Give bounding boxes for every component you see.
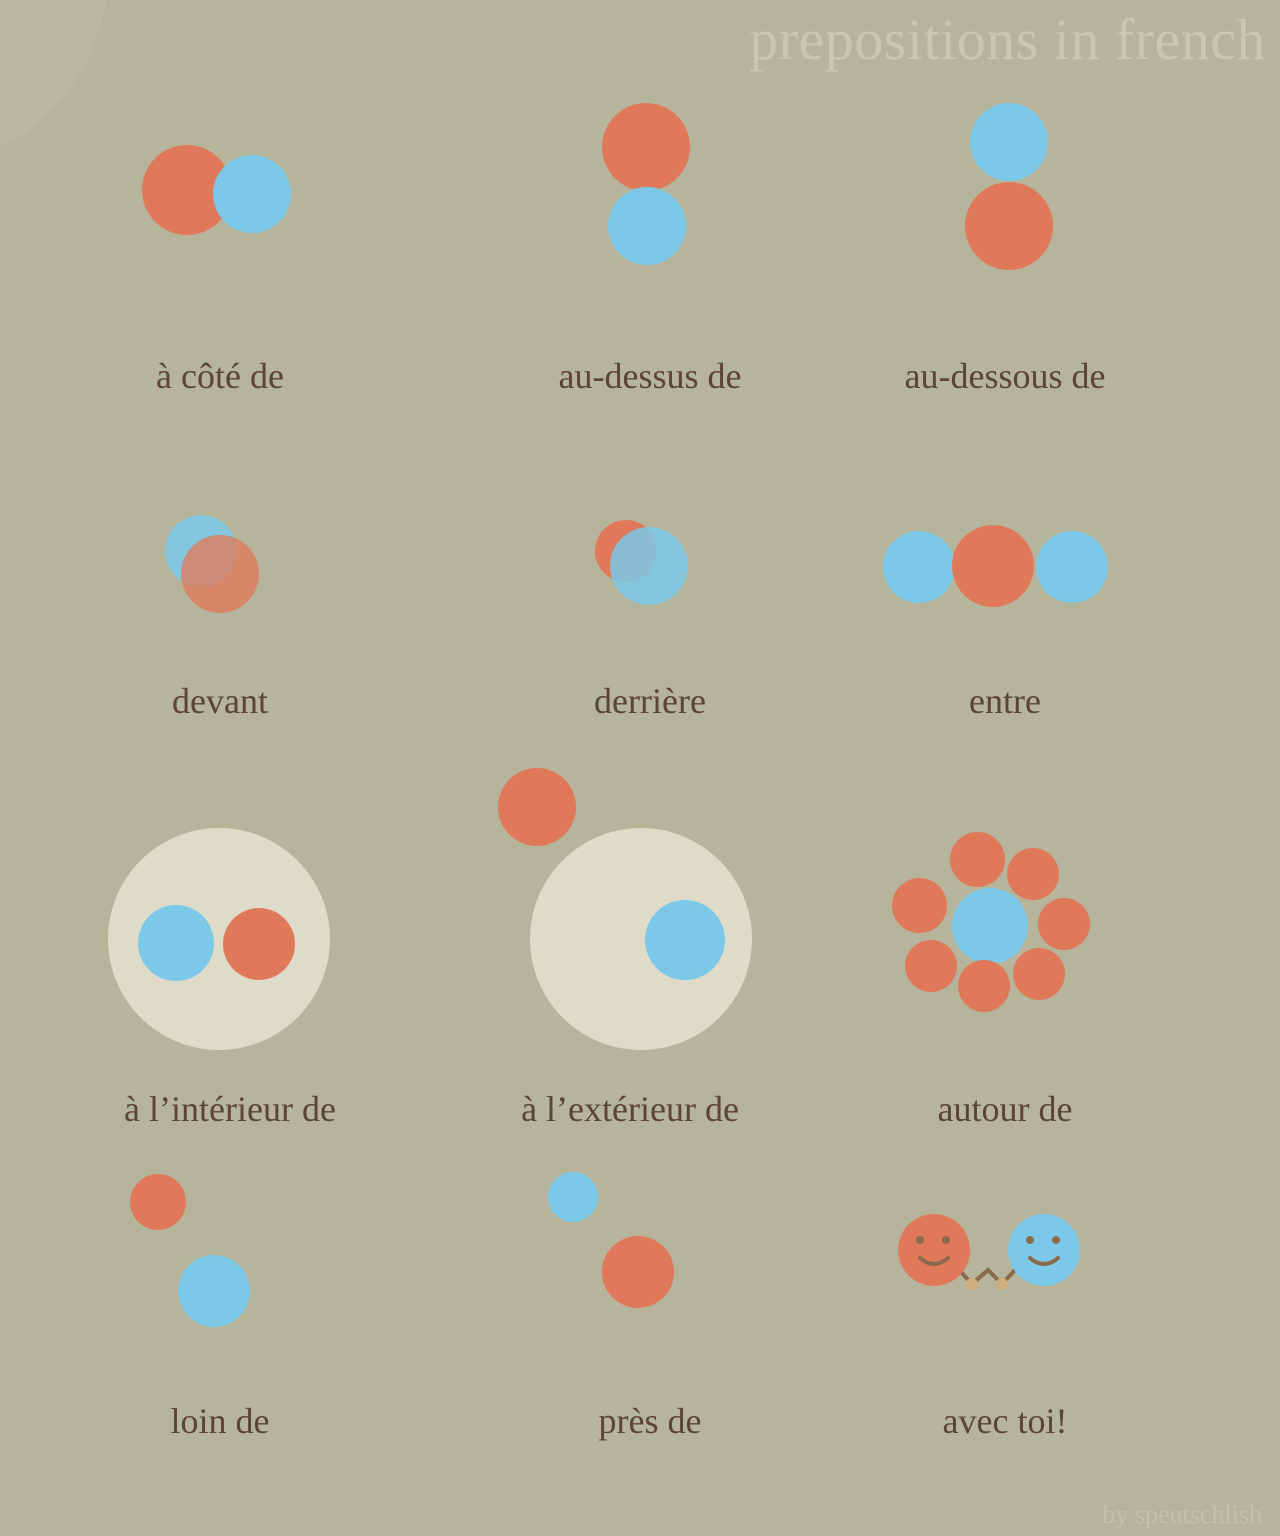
label-a-l-interieur-de: à l’intérieur de — [124, 1089, 336, 1129]
illustration-loin-de — [80, 1160, 360, 1340]
blue-circle — [608, 187, 686, 265]
orange-circle — [965, 182, 1053, 270]
blue-circle — [213, 155, 291, 233]
smile-icon — [1008, 1214, 1080, 1286]
label-a-cote-de: à côté de — [156, 356, 284, 396]
illustration-au-dessus-de — [510, 90, 790, 290]
blue-circle-left — [883, 531, 955, 603]
label-au-dessus-de: au-dessus de — [558, 356, 742, 396]
orange-face — [898, 1214, 970, 1286]
orange-circle-ring — [950, 832, 1005, 887]
illustration-a-l-interieur-de — [80, 760, 380, 1050]
illustration-devant — [80, 500, 360, 640]
orange-circle-ring — [905, 940, 957, 992]
blue-circle-center — [952, 888, 1028, 964]
orange-circle-outside — [498, 768, 576, 846]
orange-circle-ring — [958, 960, 1010, 1012]
blue-circle-inside — [645, 900, 725, 980]
illustration-autour-de — [880, 820, 1120, 1040]
orange-circle-front — [181, 535, 259, 613]
label-avec-toi: avec toi! — [942, 1401, 1068, 1441]
blue-circle — [610, 527, 688, 605]
label-au-dessous-de: au-dessous de — [904, 356, 1106, 396]
orange-circle — [602, 1236, 674, 1308]
label-a-l-exterieur-de: à l’extérieur de — [521, 1089, 739, 1129]
orange-circle-ring — [1038, 898, 1090, 950]
label-pres-de: près de — [598, 1401, 702, 1441]
orange-circle — [602, 103, 690, 191]
blue-circle — [548, 1172, 598, 1222]
label-devant: devant — [172, 681, 268, 721]
label-derriere: derrière — [594, 681, 706, 721]
illustration-derriere — [510, 500, 790, 640]
orange-circle-ring — [1013, 948, 1065, 1000]
orange-circle-middle — [952, 525, 1034, 607]
blue-face — [1008, 1214, 1080, 1286]
illustration-pres-de — [510, 1160, 790, 1340]
smile-icon — [898, 1214, 970, 1286]
illustration-a-cote-de — [80, 90, 360, 290]
label-autour-de: autour de — [937, 1089, 1073, 1129]
blue-circle-right — [1036, 531, 1108, 603]
credit-text: by speutschlish — [1102, 1500, 1262, 1529]
illustration-avec-toi — [880, 1200, 1120, 1330]
blue-circle — [178, 1255, 250, 1327]
illustration-au-dessous-de — [865, 90, 1145, 290]
orange-circle-ring — [892, 878, 947, 933]
illustration-entre — [865, 500, 1145, 640]
label-loin-de: loin de — [170, 1401, 270, 1441]
illustration-a-l-exterieur-de — [480, 760, 780, 1050]
page-title: prepositions in french — [749, 7, 1266, 72]
orange-circle — [130, 1174, 186, 1230]
blue-circle — [970, 103, 1048, 181]
orange-circle — [223, 908, 295, 980]
blue-circle — [138, 905, 214, 981]
label-entre: entre — [969, 681, 1041, 721]
orange-circle-ring — [1007, 848, 1059, 900]
